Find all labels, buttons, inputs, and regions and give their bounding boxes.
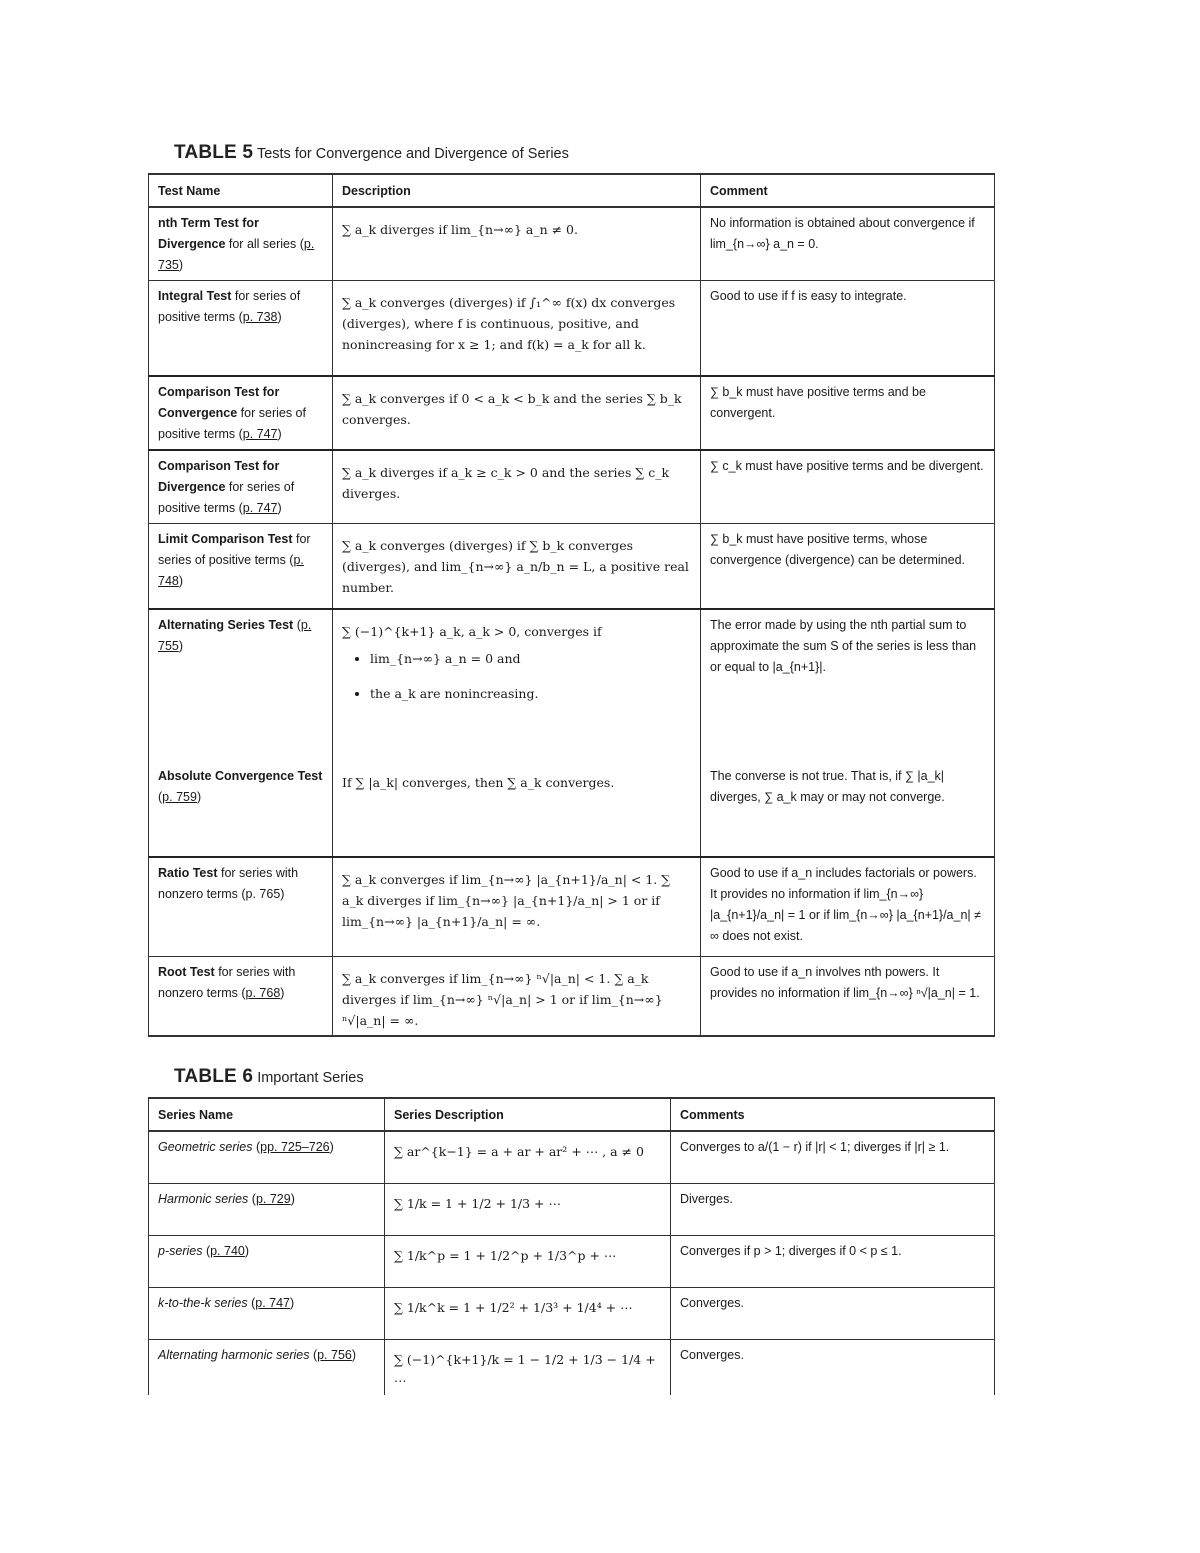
description-text: ∑ a_k converges (diverges) if ∑ b_k converges (diverges), and lim_{n→∞} a_n/b_n = L, a positive real number.: [342, 538, 689, 595]
series-comment-cell: [671, 1339, 995, 1395]
table5-row: [149, 857, 995, 957]
comment-cell: [701, 957, 995, 1037]
comment-cell: [701, 450, 995, 524]
series-formula: ∑ 1/k^k = 1 + 1/2² + 1/3³ + 1/4⁴ + ⋯: [394, 1299, 633, 1315]
test-name-scope: (: [293, 617, 301, 632]
comment-text: The error made by using the nth partial sum to approximate the sum S of the series is less than or equal to |a_{n+1}|.: [710, 617, 977, 674]
comment-cell: [701, 609, 995, 761]
description-text: ∑ a_k converges (diverges) if ∫₁^∞ f(x) dx converges (diverges), where f is continuous, positive, and nonincreasing for x ≥ 1; and f(k) = a_k for all k.: [342, 295, 676, 352]
table6-header-row: [149, 1098, 995, 1131]
comment-cell: [701, 207, 995, 281]
series-name-cell: Harmonic series (p. 729): [149, 1183, 385, 1235]
test-name: Comparison Test for Convergence: [158, 384, 280, 420]
description-text: ∑ a_k converges if 0 < a_k < b_k and the series ∑ b_k converges.: [342, 390, 682, 427]
test-name-scope: for all series (: [225, 237, 304, 251]
description-text: If ∑ |a_k| converges, then ∑ a_k converges.: [342, 774, 615, 790]
description-cell: [333, 450, 701, 524]
page-reference-link[interactable]: pp. 725–726: [260, 1140, 330, 1154]
series-comment: Converges if p > 1; diverges if 0 < p ≤ 1.: [680, 1243, 902, 1258]
series-description-cell: [385, 1235, 671, 1287]
series-formula: ∑ ar^{k−1} = a + ar + ar² + ⋯ , a ≠ 0: [394, 1144, 644, 1159]
condition-item: • the a_k are nonincreasing.: [370, 683, 691, 704]
test-name-scope: for series of positive terms (: [158, 289, 301, 324]
series-formula: ∑ 1/k = 1 + 1/2 + 1/3 + ⋯: [394, 1195, 562, 1211]
table6-row: [149, 1183, 995, 1235]
table6-caption-text: Important Series: [257, 1070, 364, 1086]
series-name: Geometric series: [158, 1140, 253, 1154]
page-reference-link[interactable]: p. 756: [317, 1347, 352, 1362]
description-text: ∑ a_k diverges if lim_{n→∞} a_n ≠ 0.: [342, 222, 578, 237]
comment-text: Good to use if a_n includes factorials or powers. It provides no information if lim_{n→∞} |a_{n+1}/a_n| = 1 or if lim_{n→∞} |a_{n+1}/a_n| ≠ ∞ does not exist.: [710, 865, 981, 943]
page-reference-link[interactable]: p. 747: [255, 1295, 291, 1310]
series-description-cell: [385, 1131, 671, 1183]
series-name: p-series: [158, 1243, 203, 1258]
table5-caption-number: TABLE 5: [174, 142, 254, 163]
test-name-cell: Limit Comparison Test for series of positive terms (p. 748): [149, 524, 333, 609]
comment-text: Good to use if a_n involves nth powers. It provides no information if lim_{n→∞} ⁿ√|a_n| = 1.: [710, 965, 980, 1000]
series-name: Alternating harmonic series: [158, 1347, 310, 1362]
important-series-table: [148, 1097, 995, 1395]
test-name: nth Term Test for Divergence: [158, 216, 259, 251]
page-reference-link[interactable]: p. 747: [242, 426, 278, 441]
series-description-cell: [385, 1339, 671, 1395]
comment-cell: [701, 761, 995, 857]
description-cell: [333, 609, 701, 761]
test-name-scope: for series with nonzero terms (p. 765): [158, 865, 299, 901]
series-name-cell: Geometric series (pp. 725–726): [149, 1131, 385, 1183]
table5-header-comment: Comment: [701, 174, 995, 207]
table5-row: [149, 207, 995, 281]
page-reference-link[interactable]: p. 748: [158, 553, 304, 588]
series-comment: Converges to a/(1 − r) if |r| < 1; diverges if |r| ≥ 1.: [680, 1140, 950, 1154]
description-cell: [333, 957, 701, 1037]
table5-row: [149, 376, 995, 450]
test-name-scope: for series with nonzero terms (: [158, 965, 296, 1000]
table5-header-row: [149, 174, 995, 207]
test-name: Root Test: [158, 965, 215, 979]
page-reference-link[interactable]: p. 747: [242, 500, 278, 515]
series-description-cell: [385, 1183, 671, 1235]
description-text: ∑ (−1)^{k+1} a_k, a_k > 0, converges if: [342, 623, 602, 639]
test-name-scope: for series of positive terms (: [158, 405, 306, 441]
series-name: k-to-the-k series: [158, 1295, 248, 1310]
page-reference-link[interactable]: p. 740: [210, 1243, 245, 1258]
test-name-cell: Root Test for series with nonzero terms (p. 768): [149, 957, 333, 1037]
description-text: ∑ a_k diverges if a_k ≥ c_k > 0 and the series ∑ c_k diverges.: [342, 464, 670, 501]
table5-caption-text: Tests for Convergence and Divergence of Series: [256, 146, 569, 162]
page-reference-link[interactable]: p. 755: [158, 617, 312, 653]
table6-header-series-description: Series Description: [385, 1098, 671, 1131]
table5-row: [149, 450, 995, 524]
test-name-cell: Comparison Test for Convergence for series of positive terms (p. 747): [149, 376, 333, 450]
series-comment-cell: [671, 1235, 995, 1287]
table5-header-description: Description: [333, 174, 701, 207]
comment-text: ∑ b_k must have positive terms and be convergent.: [710, 384, 926, 420]
comment-text: Good to use if f is easy to integrate.: [710, 289, 907, 303]
comment-text: ∑ c_k must have positive terms and be divergent.: [710, 458, 984, 473]
comment-cell: [701, 857, 995, 957]
series-name-cell: Alternating harmonic series (p. 756): [149, 1339, 385, 1395]
test-name: Comparison Test for Divergence: [158, 458, 280, 494]
comment-cell: [701, 281, 995, 376]
series-name-cell: k-to-the-k series (p. 747): [149, 1287, 385, 1339]
condition-list: [342, 648, 691, 704]
condition-item: • lim_{n→∞} a_n = 0 and: [370, 648, 691, 669]
series-name-cell: p-series (p. 740): [149, 1235, 385, 1287]
table6-row: [149, 1339, 995, 1395]
description-cell: [333, 281, 701, 376]
test-name-scope: for series of positive terms (: [158, 479, 295, 515]
series-comment-cell: [671, 1287, 995, 1339]
table6-caption-number: TABLE 6: [174, 1066, 254, 1087]
series-description-cell: [385, 1287, 671, 1339]
comment-cell: [701, 376, 995, 450]
test-name-cell: Alternating Series Test (p. 755): [149, 609, 333, 761]
series-comment: Diverges.: [680, 1191, 733, 1206]
table5-row: [149, 524, 995, 609]
series-comment: Converges.: [680, 1295, 744, 1310]
convergence-tests-table: [148, 173, 995, 1037]
series-name: Harmonic series: [158, 1191, 249, 1206]
table6-header-series-name: Series Name: [149, 1098, 385, 1131]
table6-row: [149, 1131, 995, 1183]
table5-row: [149, 761, 995, 857]
series-comment-cell: [671, 1131, 995, 1183]
table5-caption: [174, 142, 569, 165]
page-reference-link[interactable]: p. 768: [245, 986, 281, 1000]
comment-text: No information is obtained about convergence if lim_{n→∞} a_n = 0.: [710, 216, 975, 251]
page-reference-link[interactable]: p. 729: [255, 1191, 291, 1206]
page-reference-link[interactable]: p. 735: [158, 237, 315, 272]
test-name-cell: nth Term Test for Divergence for all series (p. 735): [149, 207, 333, 281]
series-formula: ∑ (−1)^{k+1}/k = 1 − 1/2 + 1/3 − 1/4 + ⋯: [394, 1351, 656, 1388]
test-name: Ratio Test: [158, 865, 218, 880]
description-text: ∑ a_k converges if lim_{n→∞} |a_{n+1}/a_n| < 1. ∑ a_k diverges if lim_{n→∞} |a_{n+1}/a_n| > 1 or if lim_{n→∞} |a_{n+1}/a_n| = ∞.: [342, 871, 671, 929]
table5-row: [149, 609, 995, 761]
test-name: Integral Test: [158, 289, 232, 303]
comment-text: ∑ b_k must have positive terms, whose convergence (divergence) can be determined.: [710, 532, 966, 567]
test-name-cell: [149, 857, 333, 957]
table6-caption: [174, 1066, 364, 1089]
table5-row: [149, 957, 995, 1037]
description-text: ∑ a_k converges if lim_{n→∞} ⁿ√|a_n| < 1. ∑ a_k diverges if lim_{n→∞} ⁿ√|a_n| > 1 or if lim_{n→∞} ⁿ√|a_n| = ∞.: [342, 971, 663, 1028]
description-cell: [333, 524, 701, 609]
test-name: Absolute Convergence Test: [158, 768, 323, 783]
description-cell: [333, 376, 701, 450]
test-name: Alternating Series Test: [158, 617, 294, 632]
test-name-scope: (: [158, 789, 163, 804]
description-cell: [333, 207, 701, 281]
test-name-scope: for series of positive terms (: [158, 532, 311, 567]
page-reference-link[interactable]: p. 738: [242, 310, 278, 324]
series-formula: ∑ 1/k^p = 1 + 1/2^p + 1/3^p + ⋯: [394, 1247, 617, 1263]
test-name-cell: Comparison Test for Divergence for series of positive terms (p. 747): [149, 450, 333, 524]
table6-row: [149, 1235, 995, 1287]
table5-header-test-name: Test Name: [149, 174, 333, 207]
test-name-cell: Absolute Convergence Test (p. 759): [149, 761, 333, 857]
series-comment: Converges.: [680, 1347, 744, 1362]
test-name-cell: Integral Test for series of positive terms (p. 738): [149, 281, 333, 376]
table6-row: [149, 1287, 995, 1339]
comment-cell: [701, 524, 995, 609]
page-reference-link[interactable]: p. 759: [162, 789, 197, 804]
table6-header-comments: Comments: [671, 1098, 995, 1131]
table5-row: [149, 281, 995, 376]
series-comment-cell: [671, 1183, 995, 1235]
comment-text: The converse is not true. That is, if ∑ |a_k| diverges, ∑ a_k may or may not converge.: [710, 768, 945, 804]
description-cell: [333, 761, 701, 857]
description-cell: [333, 857, 701, 957]
test-name: Limit Comparison Test: [158, 532, 293, 546]
